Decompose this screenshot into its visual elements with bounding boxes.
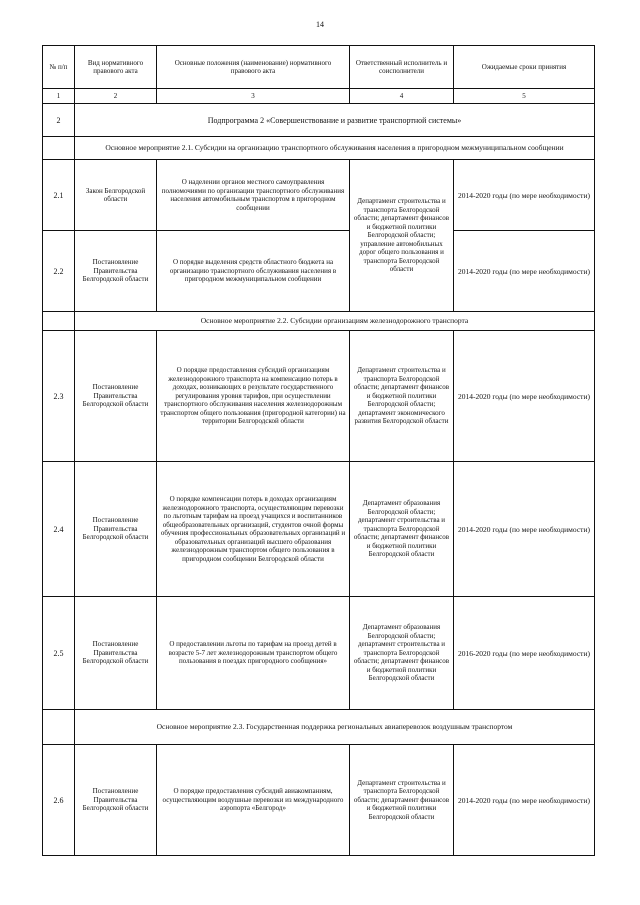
row-number: 2.5 (43, 597, 75, 710)
event-number-cell (43, 312, 75, 331)
act-provisions: О порядке предоставления субсидий организациям железнодорожного транспорта на компенсацию потерь в доходах, возникающих в результате государственного регулирования уровня тарифов, при осуществлении транспортного обслуживания населения железнодорожным транспортом общего пользования (пригородной категории) на территории Белгородской области (157, 331, 350, 462)
subprogram-number: 2 (43, 104, 75, 137)
event-title: Основное мероприятие 2.2. Субсидии организациям железнодорожного транспорта (75, 312, 595, 331)
table-row (43, 331, 595, 462)
event-title: Основное мероприятие 2.1. Субсидии на организацию транспортного обслуживания населения в пригородном межмуниципальном сообщении (75, 137, 595, 160)
deadline: 2014-2020 годы (по мере необходимости) (454, 231, 595, 312)
act-provisions: О порядке выделения средств областного бюджета на организацию транспортного обслуживания населения в пригородном межмуниципальном сообщении (157, 231, 350, 312)
table-row (43, 231, 595, 312)
event-row (43, 710, 595, 745)
act-type: Постановление Правительства Белгородской области (75, 745, 157, 856)
executor: Департамент образования Белгородской области; департамент строительства и транспорта Белгородской области; департамент финансов и бюджетной политики Белгородской области (350, 462, 454, 597)
header-deadline: Ожидаемые сроки принятия (454, 46, 595, 89)
deadline: 2014-2020 годы (по мере необходимости) (454, 160, 595, 231)
subprogram-row (43, 104, 595, 137)
row-number: 2.2 (43, 231, 75, 312)
event-row (43, 137, 595, 160)
act-type: Постановление Правительства Белгородской области (75, 462, 157, 597)
deadline: 2014-2020 годы (по мере необходимости) (454, 745, 595, 856)
deadline: 2016-2020 годы (по мере необходимости) (454, 597, 595, 710)
subprogram-title: Подпрограмма 2 «Совершенствование и развитие транспортной системы» (75, 104, 595, 137)
row-number: 2.6 (43, 745, 75, 856)
event-number-cell (43, 710, 75, 745)
column-number: 4 (350, 89, 454, 104)
page-number: 14 (316, 20, 324, 29)
table-row (43, 160, 595, 231)
executor: Департамент строительства и транспорта Белгородской области; департамент финансов и бюджетной политики Белгородской области; департамент экономического развития Белгородской области (350, 331, 454, 462)
row-number: 2.4 (43, 462, 75, 597)
column-numbers-row (43, 89, 595, 104)
table-header-row (43, 46, 595, 89)
act-type: Постановление Правительства Белгородской области (75, 231, 157, 312)
executor: Департамент строительства и транспорта Белгородской области; департамент финансов и бюджетной политики Белгородской области; управление автомобильных дорог общего пользования и транспорта Белгородской области (350, 160, 454, 312)
executor: Департамент строительства и транспорта Белгородской области; департамент финансов и бюджетной политики Белгородской области (350, 745, 454, 856)
column-number: 5 (454, 89, 595, 104)
column-number: 3 (157, 89, 350, 104)
act-type: Закон Белгородской области (75, 160, 157, 231)
executor: Департамент образования Белгородской области; департамент строительства и транспорта Белгородской области; департамент финансов и бюджетной политики Белгородской области (350, 597, 454, 710)
table-row (43, 597, 595, 710)
deadline: 2014-2020 годы (по мере необходимости) (454, 462, 595, 597)
act-provisions: О предоставлении льготы по тарифам на проезд детей в возрасте 5-7 лет железнодорожным транспортом общего пользования в поездах пригородного сообщения» (157, 597, 350, 710)
event-number-cell (43, 137, 75, 160)
header-number: № п/п (43, 46, 75, 89)
deadline: 2014-2020 годы (по мере необходимости) (454, 331, 595, 462)
header-act-type: Вид нормативного правового акта (75, 46, 157, 89)
legal-acts-table (42, 45, 595, 856)
act-provisions: О порядке компенсации потерь в доходах организациям железнодорожного транспорта, осуществляющим перевозки по льготным тарифам на проезд учащихся и воспитанников общеобразовательных организаций, студентов очной формы обучения профессиональных образовательных организаций и образовательных организаций высшего образования железнодорожным транспортом общего пользования в пригородном сообщении Белгородской области (157, 462, 350, 597)
header-executor: Ответственный исполнитель и соисполнители (350, 46, 454, 89)
event-title: Основное мероприятие 2.3. Государственная поддержка региональных авиаперевозок воздушным транспортом (75, 710, 595, 745)
act-type: Постановление Правительства Белгородской области (75, 331, 157, 462)
header-act-provisions: Основные положения (наименование) нормативного правового акта (157, 46, 350, 89)
row-number: 2.1 (43, 160, 75, 231)
event-row (43, 312, 595, 331)
act-type: Постановление Правительства Белгородской области (75, 597, 157, 710)
table-row (43, 462, 595, 597)
column-number: 1 (43, 89, 75, 104)
column-number: 2 (75, 89, 157, 104)
row-number: 2.3 (43, 331, 75, 462)
table-row (43, 745, 595, 856)
act-provisions: О порядке предоставления субсидий авиакомпаниям, осуществляющим воздушные перевозки из международного аэропорта «Белгород» (157, 745, 350, 856)
act-provisions: О наделении органов местного самоуправления полномочиями по организации транспортного обслуживания населения автомобильным транспортом в пригородном сообщении (157, 160, 350, 231)
